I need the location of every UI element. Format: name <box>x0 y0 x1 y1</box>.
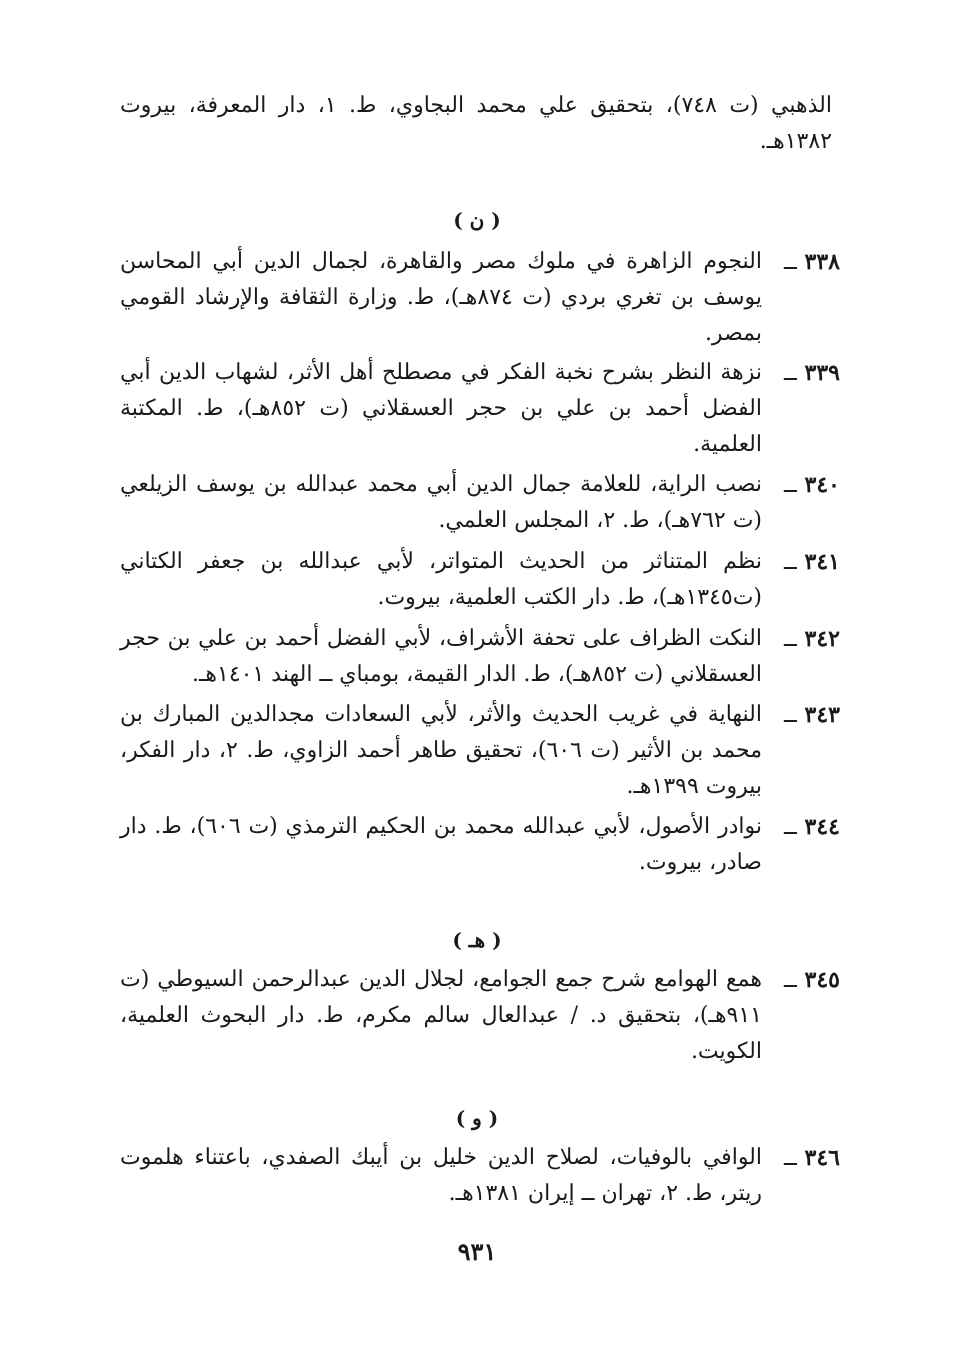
entry-number: ٣٤٣ <box>804 702 840 728</box>
bibliography-entry <box>120 355 840 463</box>
section-heading-ha: ( هـ ) <box>452 928 502 952</box>
entry-number: ٣٤٠ <box>804 472 840 498</box>
bibliography-entry <box>120 467 840 539</box>
entry-text: نوادر الأصول، لأبي عبدالله محمد بن الحكيم الترمذي (ت ٦٠٦)، ط. دار صادر، بيروت. <box>120 814 762 875</box>
entry-number: ٣٤٦ <box>804 1145 840 1171</box>
section-heading-waw: ( و ) <box>455 1106 499 1130</box>
entry-text: النكت الظراف على تحفة الأشراف، لأبي الفضل أحمد بن علي بن حجر العسقلاني (ت ٨٥٢هـ)، ط. الدار القيمة، بومباي ــ الهند ١٤٠١هـ. <box>120 626 763 687</box>
entry-text: النجوم الزاهرة في ملوك مصر والقاهرة، لجمال الدين أبي المحاسن يوسف بن تغري بردي (ت ٨٧٤هـ)، ط. وزارة الثقافة والإرشاد القومي بمصر. <box>120 249 763 346</box>
bibliography-entry <box>120 962 840 1070</box>
bibliography-entry <box>120 697 840 805</box>
bibliography-entry <box>120 809 840 881</box>
entry-text: نزهة النظر بشرح نخبة الفكر في مصطلح أهل الأثر، لشهاب الدين أبي الفضل أحمد بن علي بن حجر العسقلاني (ت ٨٥٢هـ)، ط. المكتبة العلمية. <box>120 360 762 457</box>
carry-over-paragraph: الذهبي (ت ٧٤٨)، بتحقيق علي محمد البجاوي، ط. ١، دار المعرفة، بيروت ١٣٨٢هـ. <box>120 93 832 154</box>
entry-dash: ــ <box>783 550 797 575</box>
page-number: ٩٣١ <box>457 1237 497 1266</box>
bibliography-entry <box>120 544 840 616</box>
entry-dash: ــ <box>783 250 797 275</box>
entry-number: ٣٤٤ <box>804 814 840 840</box>
entry-dash: ــ <box>783 815 797 840</box>
entry-dash: ــ <box>783 473 797 498</box>
bibliography-entry <box>120 621 840 693</box>
entry-dash: ــ <box>783 627 797 652</box>
entry-number: ٣٤٢ <box>804 626 840 652</box>
entry-text: نظم المتناثر من الحديث المتواتر، لأبي عبدالله بن جعفر الكتاني (ت١٣٤٥هـ)، ط. دار الكتب العلمية، بيروت. <box>120 549 762 610</box>
entry-number: ٣٣٨ <box>804 249 840 275</box>
entry-text: النهاية في غريب الحديث والأثر، لأبي السعادات مجدالدين المبارك بن محمد بن الأثير (ت ٦٠٦)، تحقيق طاهر أحمد الزاوي، ط. ٢، دار الفكر، بيروت ١٣٩٩هـ. <box>120 702 763 799</box>
entry-number: ٣٤١ <box>804 549 840 575</box>
bibliography-entry <box>120 244 840 352</box>
entry-dash: ــ <box>783 703 797 728</box>
entry-text: الوافي بالوفيات، لصلاح الدين خليل بن أيبك الصفدي، باعتناء هلموت ريتر، ط. ٢، تهران ــ إيران ١٣٨١هـ. <box>120 1145 762 1206</box>
entry-dash: ــ <box>783 968 797 993</box>
bibliography-entry <box>120 1140 840 1212</box>
entry-text: نصب الراية، للعلامة جمال الدين أبي محمد عبدالله بن يوسف الزيلعي (ت ٧٦٢هـ)، ط. ٢، المجلس العلمي. <box>120 472 762 533</box>
entry-dash: ــ <box>783 1146 797 1171</box>
entry-number: ٣٤٥ <box>804 967 840 993</box>
entry-dash: ــ <box>783 361 797 386</box>
entry-text: همع الهوامع شرح جمع الجوامع، لجلال الدين عبدالرحمن السيوطي (ت ٩١١هـ)، بتحقيق د. / عبدالعال سالم مكرم، ط. دار البحوث العلمية، الكويت. <box>120 967 762 1064</box>
section-heading-noon: ( ن ) <box>453 208 501 232</box>
entry-number: ٣٣٩ <box>804 360 840 386</box>
